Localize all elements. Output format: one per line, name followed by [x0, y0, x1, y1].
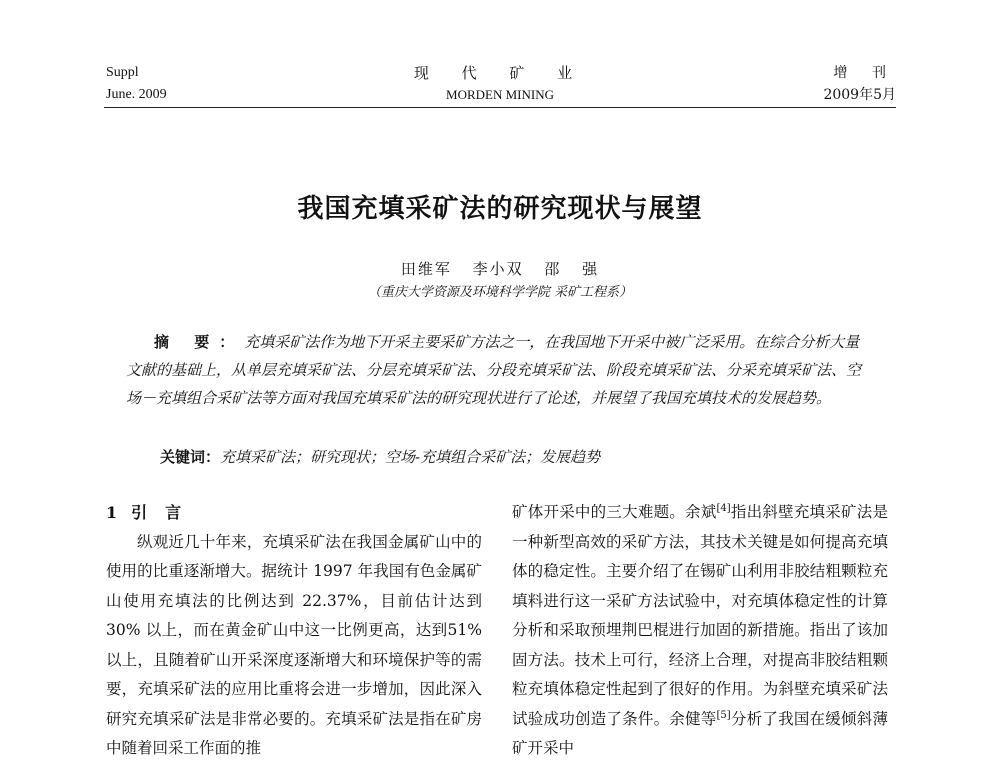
- issue-date-cn: 2009年5月: [823, 87, 896, 103]
- paper-title: 我国充填采矿法的研究现状与展望: [297, 194, 703, 224]
- abstract: [126, 328, 866, 412]
- keywords-text: 充填采矿法；研究现状；空场-充填组合采矿法；发展趋势: [220, 448, 601, 466]
- section-heading: [106, 498, 482, 528]
- body-column-right: [512, 498, 888, 764]
- text-segment: 矿体开采中的三大难题。余斌: [512, 503, 717, 521]
- abstract-text: 充填采矿法作为地下开采主要采矿方法之一，在我国地下开采中被广泛采用。在综合分析大量文献的基础上，从单层充填采矿法、分层充填采矿法、分段充填采矿法、阶段充填采矿法、分采充填采矿法、空场－充填组合采矿法等方面对我国充填采矿法的研究现状进行了论述，并展望了我国充填技术的发展趋势。: [126, 333, 862, 407]
- text-segment: 指出斜壁充填采矿法是一种新型高效的采矿方法，其技术关键是如何提高充填体的稳定性。主要介绍了在锡矿山利用非胶结粗颗粒充填料进行这一采矿方法试验中，对充填体稳定性的计算分析和采取预埋荆巴棍进行加固的新措施。指出了该加固方法。技术上可行，经济上合理，对提高非胶结粗颗粒充填体稳定性起到了很好的作用。为斜壁充填采矿法试验成功创造了条件。余健等: [512, 503, 888, 728]
- header-rule: [104, 107, 896, 108]
- section-number: 1: [106, 503, 118, 522]
- journal-name: [300, 62, 700, 106]
- text-segment: 分析了我国在缓倾斜薄矿开采中: [512, 709, 888, 757]
- body-paragraph: 纵观近几十年来，充填采矿法在我国金属矿山中的使用的比重逐渐增大。据统计 1997 年我国有色金属矿山使用充填法的比例达到 22.37%，目前估计达到 30% 以上，而在黄金矿山中这一比例更高，达到51%以上，且随着矿山开采深度逐渐增大和环境保护等的需要，充填采矿法的应用比重将会进一步增加，因此深入研究充填采矿法是非常必要的。充填采矿法是指在矿房中随着回采工作面的推: [106, 532, 482, 757]
- supplement-label: Suppl: [106, 65, 139, 80]
- paper-authors: 田维军 李小双 邵 强: [400, 260, 600, 278]
- keywords: [160, 443, 860, 471]
- citation-ref: [4]: [716, 502, 731, 514]
- author-affiliation: （重庆大学资源及环境科学学院 采矿工程系）: [367, 285, 633, 300]
- citation-ref: [5]: [716, 709, 731, 721]
- journal-name-cn: 现 代 矿 业: [413, 64, 587, 82]
- supplement-label-cn: 增 刊: [833, 65, 896, 81]
- body-column-left: [106, 498, 482, 764]
- journal-issue-info: [106, 62, 167, 106]
- journal-name-en: MORDEN MINING: [446, 87, 554, 102]
- journal-issue-info-cn: [823, 62, 896, 106]
- abstract-label: 摘 要：: [154, 333, 245, 351]
- keywords-label: 关键词：: [160, 448, 221, 466]
- issue-date-en: June. 2009: [106, 87, 167, 102]
- body-paragraph-continued: [512, 498, 888, 764]
- section-name: 引言: [131, 503, 200, 522]
